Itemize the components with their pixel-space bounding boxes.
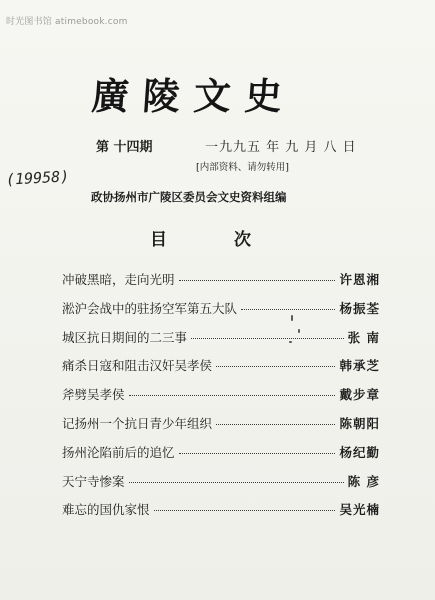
toc-entry-author: 吴光楠 [339,502,380,518]
toc-entry-author: 许恩湘 [339,272,380,287]
dot-leader [216,366,335,367]
toc-entry[interactable] [62,356,380,385]
toc-entry[interactable] [62,385,380,414]
toc-entry-author: 张 南 [347,329,380,345]
toc-entry[interactable] [62,443,380,472]
toc-entry-title: 难忘的国仇家恨 [62,502,150,518]
toc-entry[interactable] [62,472,380,501]
scan-speck [298,329,300,333]
toc-entry-author: 杨纪勤 [339,444,380,460]
toc-entry-author: 陈 彦 [347,473,380,489]
toc-entry-title: 天宁寺惨案 [62,473,125,489]
dot-leader [179,453,336,454]
toc-entry[interactable] [62,299,380,328]
toc-heading [150,225,280,250]
toc-entry[interactable] [62,270,380,299]
handwritten-catalog-mark: (19958) [5,167,70,189]
dot-leader [191,338,344,339]
toc-entry-title: 记扬州一个抗日青少年组织 [62,415,213,431]
dot-leader [179,280,336,281]
dot-leader [129,395,336,396]
watermark: 时光图书馆 atimebook.com [6,17,128,27]
journal-title: 廣陵文史 [90,74,298,118]
publisher-line: 政协扬州市广陵区委员会文史资料组编 [91,190,287,204]
toc-list [62,270,380,529]
toc-entry-title: 扬州沦陷前后的追忆 [62,444,175,460]
toc-entry-title: 淞沪会战中的驻扬空军第五大队 [62,300,238,316]
issue-date: 一九九五 年 九 月 八 日 [205,140,357,155]
toc-heading-char-1: 目 [150,230,167,250]
dot-leader [241,309,335,310]
toc-heading-char-2: 次 [234,230,251,250]
toc-entry-author: 杨振荃 [339,300,380,316]
internal-notice: [内部资料、请勿转用] [196,162,289,173]
dot-leader [129,482,344,483]
toc-entry[interactable] [62,414,380,443]
toc-entry-author: 韩承芝 [339,358,380,374]
toc-entry-author: 陈朝阳 [339,415,380,431]
dot-leader [154,510,336,511]
scan-speck [291,315,293,321]
issue-number: 第 十四期 [96,140,153,155]
toc-entry-title: 痛杀日寇和阻击汉奸吴孝侯 [62,358,213,374]
dot-leader [216,424,335,425]
toc-entry-title: 斧劈吴孝侯 [62,387,125,403]
scan-speck [289,341,292,343]
toc-entry[interactable] [62,328,380,357]
toc-entry[interactable] [62,500,380,529]
toc-entry-title: 冲破黑暗，走向光明 [62,272,175,287]
toc-entry-title: 城区抗日期间的二三事 [62,329,188,345]
toc-entry-author: 戴步章 [339,387,380,403]
